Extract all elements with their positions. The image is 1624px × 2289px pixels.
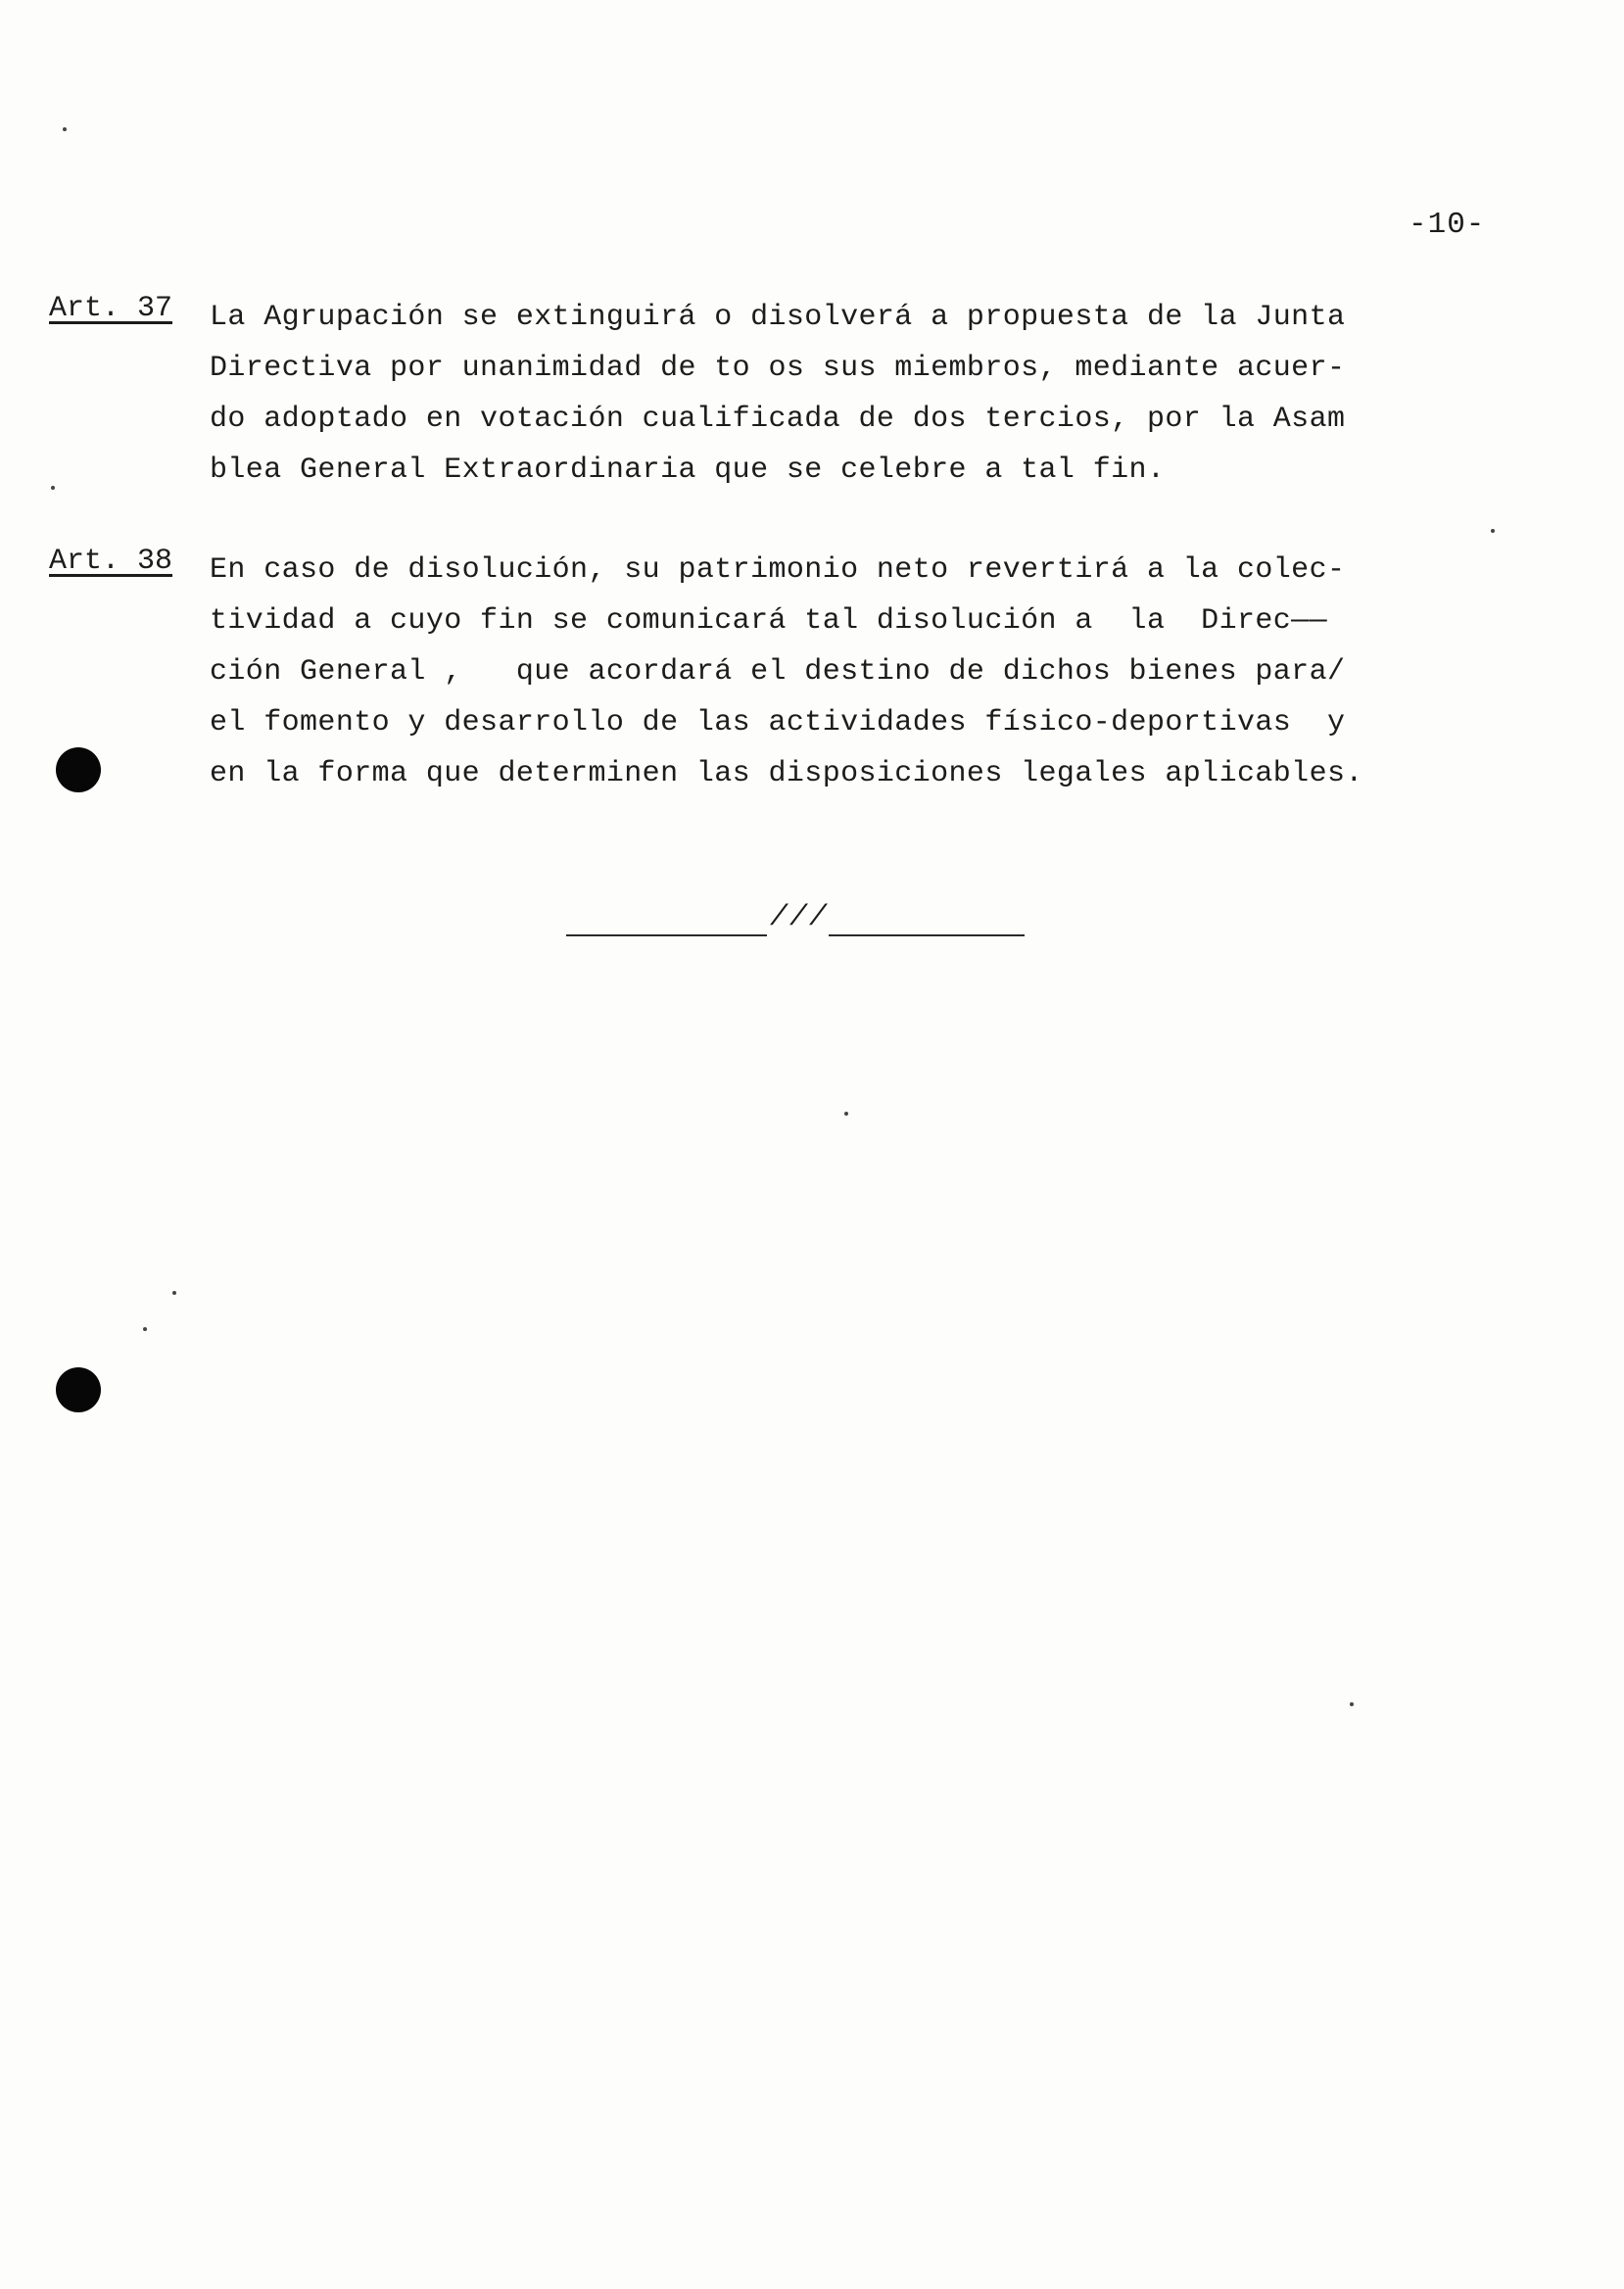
ink-speck [143,1327,147,1331]
ink-speck [1491,529,1495,533]
text-line: blea General Extraordinaria que se celebre a tal fin. [210,453,1166,487]
article-body [210,292,1522,496]
end-of-text-mark [566,899,1027,938]
text-line: tividad a cuyo fin se comunicará tal disolución a la Direc—— [210,604,1327,638]
closing-slashes: /// [770,901,830,934]
closing-rule-right [829,934,1025,936]
ink-speck [1350,1702,1354,1706]
text-line: el fomento y desarrollo de las actividades físico-deportivas y [210,706,1346,739]
ink-speck [844,1112,848,1116]
text-line: La Agrupación se extinguirá o disolverá a propuesta de la Junta [210,301,1346,334]
ink-speck [63,127,67,131]
closing-rule-left [566,934,767,936]
text-line: do adoptado en votación cualificada de dos tercios, por la Asam [210,403,1346,436]
article-label: Art. 38 [49,545,173,578]
article-label: Art. 37 [49,292,173,325]
page-number: -10- [1409,208,1486,242]
article-body [210,545,1522,799]
punch-hole-upper [56,747,101,792]
text-line: En caso de disolución, su patrimonio neto revertirá a la colec- [210,553,1346,587]
text-line: en la forma que determinen las disposiciones legales aplicables. [210,757,1363,790]
punch-hole-lower [56,1367,101,1412]
text-line: ción General , que acordará el destino de dichos bienes para/ [210,655,1346,689]
text-line: Directiva por unanimidad de to os sus miembros, mediante acuer- [210,352,1346,385]
ink-speck [172,1291,176,1295]
ink-speck [51,486,55,490]
